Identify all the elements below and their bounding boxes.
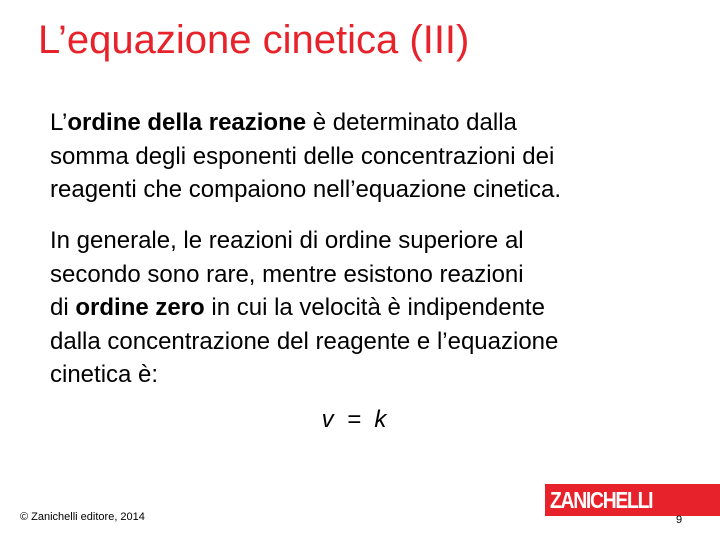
copyright-notice: © Zanichelli editore, 2014 (20, 511, 145, 523)
paragraph1-line3: reagenti che compaiono nell’equazione cinetica. (50, 176, 562, 203)
rate-equation-formula: v = k (321, 406, 387, 433)
paragraph2-line3-post: in cui la velocità è indipendente (204, 294, 545, 321)
paragraph2-line2: secondo sono rare, mentre esistono reazioni (50, 260, 524, 288)
zanichelli-logo (545, 484, 720, 516)
paragraph2-line4: dalla concentrazione del reagente e l’equazione (50, 327, 559, 355)
paragraph1-line1-pre: L’ (50, 109, 68, 136)
paragraph1-line1-post: è determinato dalla (306, 109, 517, 136)
paragraph2-line5: cinetica è: (50, 361, 159, 388)
paragraph1-line2: somma degli esponenti delle concentrazioni dei (50, 142, 555, 170)
paragraph-zero-order (50, 224, 670, 392)
term-reaction-order: ordine della reazione (67, 109, 307, 136)
paragraph2-line3-pre: di (50, 294, 76, 321)
slide-title: L’equazione cinetica (III) (38, 18, 470, 62)
paragraph-reaction-order (50, 106, 670, 207)
page-number: 9 (676, 514, 683, 526)
paragraph2-line1: In generale, le reazioni di ordine superiore al (50, 227, 524, 254)
term-zero-order: ordine zero (75, 294, 205, 321)
logo-text: ZANICHELLI (550, 487, 653, 513)
